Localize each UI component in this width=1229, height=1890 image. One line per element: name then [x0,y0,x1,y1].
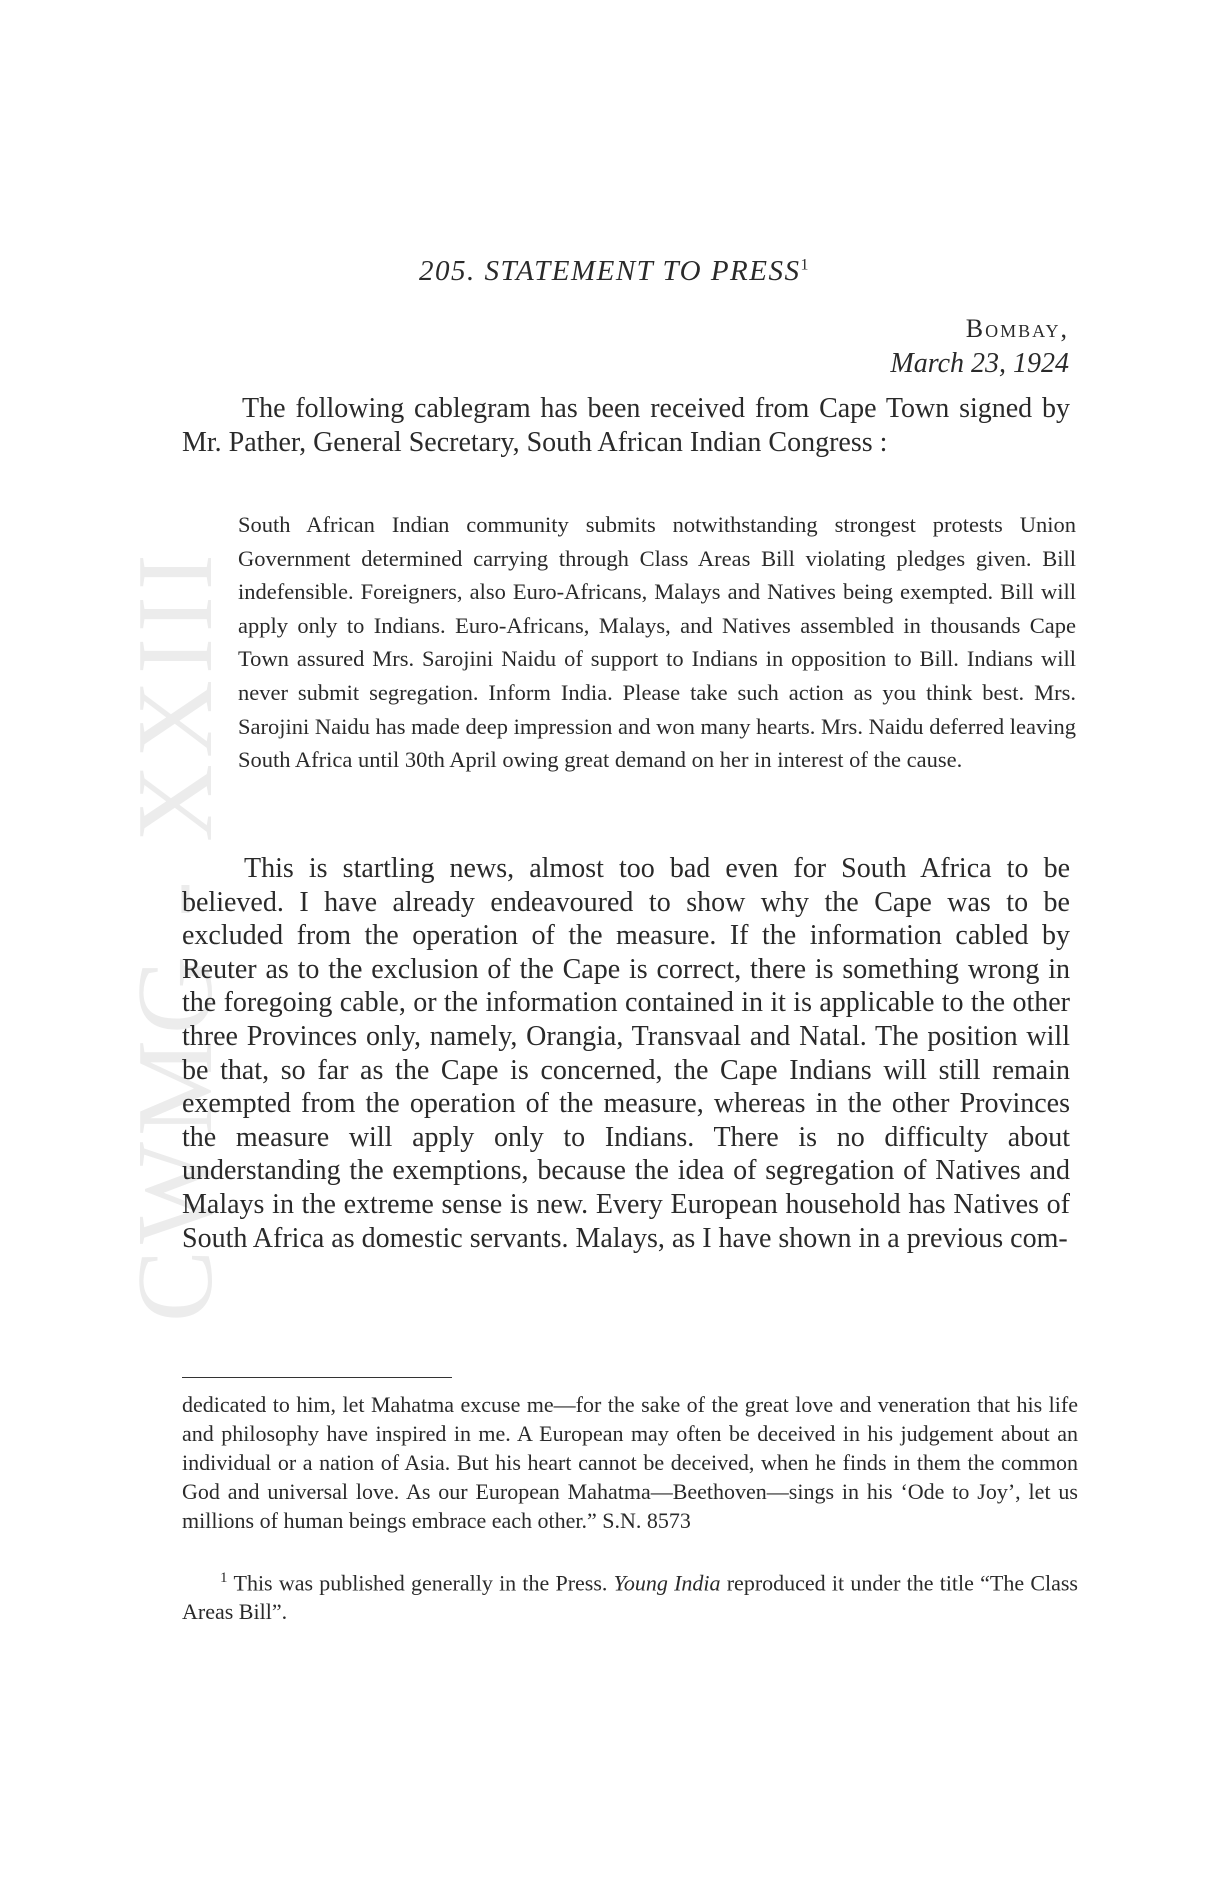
footnote-1 [182,1564,1078,1626]
watermark: CWMG - XXIII [116,548,235,1322]
footnote-ref: 1 [800,256,810,274]
footnote-divider [182,1377,452,1378]
footnote-1-italic: Young India [613,1570,721,1596]
cablegram-quote: South African Indian community submits notwithstanding strongest protests Union Government determined carrying through Class Areas Bill violating pledges given. Bill indefensible. Foreigners, also Euro-Africans, Malays and Natives being exempted. Bill will apply only to Indians. Euro-Africans, Malays, and Natives assembled in thousands Cape Town assured Mrs. Sarojini Naidu of support to Indians in opposition to Bill. Indians will never submit segregation. Inform India. Please take such action as you think best. Mrs. Sarojini Naidu has made deep impression and won many hearts. Mrs. Naidu deferred leaving South Africa until 30th April owing great demand on her in interest of the cause. [238,512,1076,773]
footnote-continued: dedicated to him, let Mahatma excuse me—for the sake of the great love and veneration that his life and philosophy have inspired in me. A European may often be deceived in his judgement about an individual or a nation of Asia. But his heart cannot be deceived, when he finds in them the common God and universal love. As our European Mahatma—Beethoven—sings in his ‘Ode to Joy’, let us millions of human beings embrace each other.” S.N. 8573 [182,1392,1078,1533]
main-paragraph: This is startling news, almost too bad even for South Africa to be believed. I have already endeavoured to show why the Cape was to be excluded from the operation of the measure. If the information cabled by Reuter as to the exclusion of the Cape is correct, there is something wrong in the foregoing cable, or the information contained in it is applicable to the other three Provinces only, namely, Orangia, Transvaal and Natal. The position will be that, so far as the Cape is concerned, the Cape Indians will still remain exempted from the operation of the measure, whereas in the other Provinces the measure will apply only to Indians. There is no difficulty about understanding the exemptions, because the idea of segregation of Natives and Malays in the extreme sense is new. Every European household has Natives of South Africa as domestic servants. Malays, as I have shown in a previous com- [182,853,1070,1254]
page-title [0,255,1229,288]
title-text: 205. STATEMENT TO PRESS [419,255,801,287]
footnote-1-mark: 1 [220,1570,228,1586]
dateline-place: Bombay, [965,314,1069,343]
intro-paragraph: The following cablegram has been received from Cape Town signed by Mr. Pather, General Secretary, South African Indian Congress : [182,393,1070,458]
footnote-1-text-after: reproduced it under the title “The Class Areas Bill”. [182,1570,1078,1625]
dateline-date: March 23, 1924 [890,348,1069,379]
footnote-1-text-before: This was published generally in the Press. [233,1570,614,1596]
